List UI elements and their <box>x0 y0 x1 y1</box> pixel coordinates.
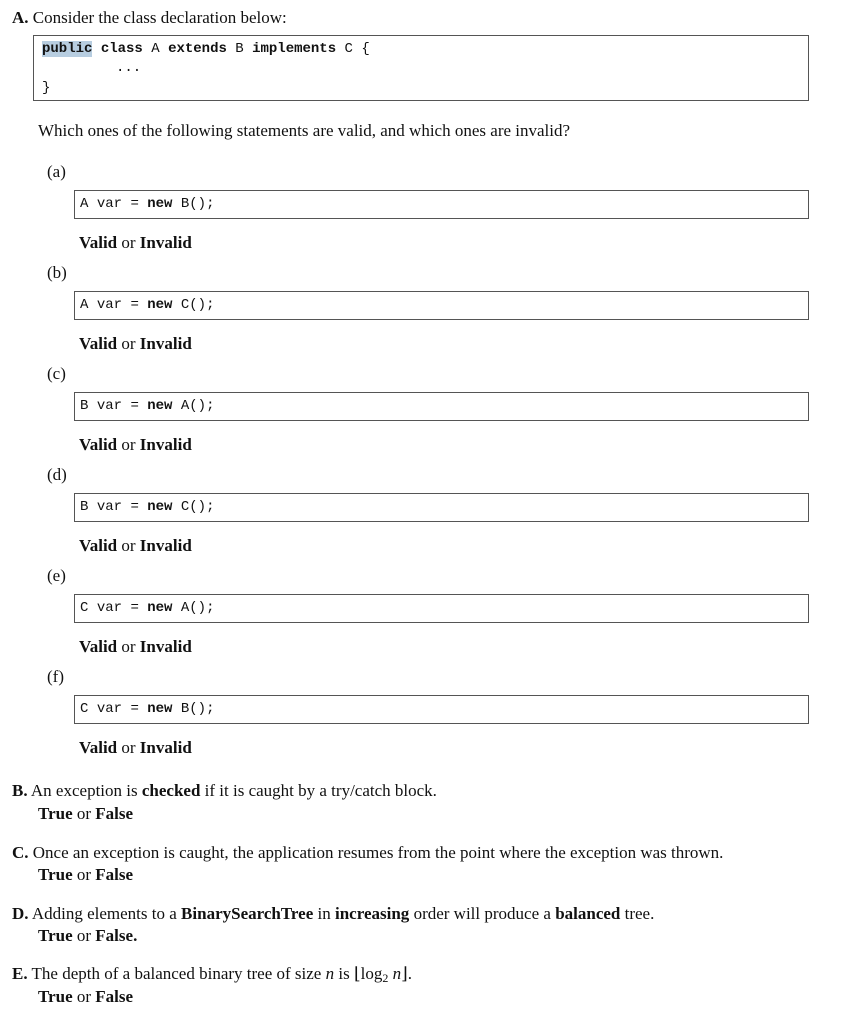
statement-code <box>80 196 214 212</box>
or-text: or <box>121 536 136 555</box>
item-label: (f) <box>47 667 64 686</box>
invalid-option[interactable]: Invalid <box>139 233 192 252</box>
section-a-intro: Consider the class declaration below: <box>32 8 287 27</box>
section-d-bold3: balanced <box>555 904 621 923</box>
variable-name: var <box>96 701 123 717</box>
section-d-bold2: increasing <box>335 904 410 923</box>
keyword-extends: extends <box>168 41 227 57</box>
section-d-answer <box>38 926 137 946</box>
item-label: (c) <box>47 364 66 383</box>
variable-name: var <box>96 600 123 616</box>
valid-invalid-answer <box>79 435 192 455</box>
section-e-text1: The depth of a balanced binary tree of size <box>31 964 322 983</box>
class-declaration-line <box>42 41 370 57</box>
keyword-class: class <box>100 41 143 57</box>
math-expression <box>354 964 412 983</box>
interface-name-c: C <box>344 41 353 57</box>
section-b-text-pre: An exception is <box>30 781 138 800</box>
left-floor: ⌊ <box>353 964 361 983</box>
or-text: or <box>121 435 136 454</box>
statement-code <box>80 701 214 717</box>
keyword-new: new <box>147 196 173 212</box>
valid-invalid-answer <box>79 738 192 758</box>
valid-invalid-answer <box>79 637 192 657</box>
constructor-call: B(); <box>180 196 215 212</box>
valid-invalid-answer <box>79 536 192 556</box>
keyword-new: new <box>147 499 173 515</box>
valid-invalid-answer <box>79 334 192 354</box>
or-text: or <box>121 637 136 656</box>
valid-option[interactable]: Valid <box>79 637 118 656</box>
section-e-text2: is <box>338 964 350 983</box>
statement-code-box <box>74 695 809 724</box>
true-option[interactable]: True <box>38 865 73 884</box>
constructor-call: C(); <box>180 499 215 515</box>
invalid-option[interactable]: Invalid <box>139 435 192 454</box>
assign-operator: = <box>130 297 139 313</box>
variable-name: var <box>96 297 123 313</box>
declared-type: B <box>80 499 89 515</box>
log-text: log <box>360 964 383 983</box>
invalid-option[interactable]: Invalid <box>139 738 192 757</box>
declared-type: B <box>80 398 89 414</box>
keyword-new: new <box>147 297 173 313</box>
variable-name: var <box>96 398 123 414</box>
declared-type: A <box>80 196 89 212</box>
assign-operator: = <box>130 499 139 515</box>
section-a-heading <box>12 8 287 28</box>
section-e <box>12 964 412 986</box>
assign-operator: = <box>130 701 139 717</box>
section-c-answer <box>38 865 133 885</box>
constructor-call: C(); <box>180 297 215 313</box>
section-c-text: Once an exception is caught, the application resumes from the point where the exception was thrown. <box>32 843 724 862</box>
section-d-text3: order will produce a <box>413 904 551 923</box>
section-d-label: D. <box>12 904 29 923</box>
section-b-text-post: if it is caught by a try/catch block. <box>204 781 437 800</box>
section-b-bold: checked <box>141 781 201 800</box>
statement-code-box <box>74 392 809 421</box>
true-option[interactable]: True <box>38 804 73 823</box>
constructor-call: B(); <box>180 701 215 717</box>
valid-invalid-answer <box>79 233 192 253</box>
section-d <box>12 904 654 924</box>
statement-code-box <box>74 493 809 522</box>
variable-name: var <box>96 196 123 212</box>
false-option[interactable]: False <box>95 987 134 1006</box>
section-b-answer <box>38 804 133 824</box>
invalid-option[interactable]: Invalid <box>139 334 192 353</box>
right-floor: ⌋ <box>401 964 408 983</box>
invalid-option[interactable]: Invalid <box>139 536 192 555</box>
keyword-implements: implements <box>252 41 337 57</box>
invalid-option[interactable]: Invalid <box>139 637 192 656</box>
statement-code-box <box>74 594 809 623</box>
assign-operator: = <box>130 398 139 414</box>
class-name-a: A <box>151 41 160 57</box>
statement-code-box <box>74 190 809 219</box>
false-option[interactable]: False. <box>95 926 138 945</box>
or-text: or <box>76 865 92 884</box>
brace-close: } <box>42 80 51 96</box>
item-label: (a) <box>47 162 66 181</box>
valid-option[interactable]: Valid <box>79 233 118 252</box>
section-a-question: Which ones of the following statements are valid, and which ones are invalid? <box>38 121 571 140</box>
valid-option[interactable]: Valid <box>79 334 118 353</box>
constructor-call: A(); <box>180 398 215 414</box>
section-d-bold1: BinarySearchTree <box>181 904 314 923</box>
variable-name: var <box>96 499 123 515</box>
item-label: (b) <box>47 263 67 282</box>
log-arg: n <box>392 964 402 983</box>
or-text: or <box>76 926 92 945</box>
keyword-new: new <box>147 398 173 414</box>
statement-code-box <box>74 291 809 320</box>
section-b <box>12 781 437 801</box>
or-text: or <box>121 233 136 252</box>
brace-open: { <box>361 41 370 57</box>
declared-type: C <box>80 701 89 717</box>
true-option[interactable]: True <box>38 987 73 1006</box>
statement-code <box>80 297 214 313</box>
keyword-new: new <box>147 600 173 616</box>
keyword-new: new <box>147 701 173 717</box>
section-c-label: C. <box>12 843 29 862</box>
or-text: or <box>121 738 136 757</box>
valid-option[interactable]: Valid <box>79 435 118 454</box>
section-d-text1: Adding elements to a <box>31 904 177 923</box>
section-d-text2: in <box>317 904 331 923</box>
false-option[interactable]: False <box>95 804 134 823</box>
keyword-public: public <box>42 41 93 57</box>
or-text: or <box>121 334 136 353</box>
log-base: 2 <box>382 971 389 985</box>
false-option[interactable]: False <box>95 865 134 884</box>
section-e-var-n: n <box>325 964 335 983</box>
assign-operator: = <box>130 600 139 616</box>
section-b-label: B. <box>12 781 28 800</box>
or-text: or <box>76 987 92 1006</box>
section-d-text4: tree. <box>624 904 655 923</box>
class-declaration-box <box>33 35 809 101</box>
assign-operator: = <box>130 196 139 212</box>
true-option[interactable]: True <box>38 926 73 945</box>
statement-code <box>80 499 214 515</box>
valid-option[interactable]: Valid <box>79 738 118 757</box>
period: . <box>407 964 412 983</box>
constructor-call: A(); <box>180 600 215 616</box>
declared-type: A <box>80 297 89 313</box>
section-e-label: E. <box>12 964 28 983</box>
statement-code <box>80 398 214 414</box>
item-label: (e) <box>47 566 66 585</box>
section-a-label: A. <box>12 8 29 27</box>
class-name-b: B <box>235 41 244 57</box>
statement-code <box>80 600 214 616</box>
section-c <box>12 843 723 863</box>
section-e-answer <box>38 987 133 1007</box>
or-text: or <box>76 804 92 823</box>
declared-type: C <box>80 600 89 616</box>
valid-option[interactable]: Valid <box>79 536 118 555</box>
code-ellipsis: ... <box>116 60 142 76</box>
item-label: (d) <box>47 465 67 484</box>
